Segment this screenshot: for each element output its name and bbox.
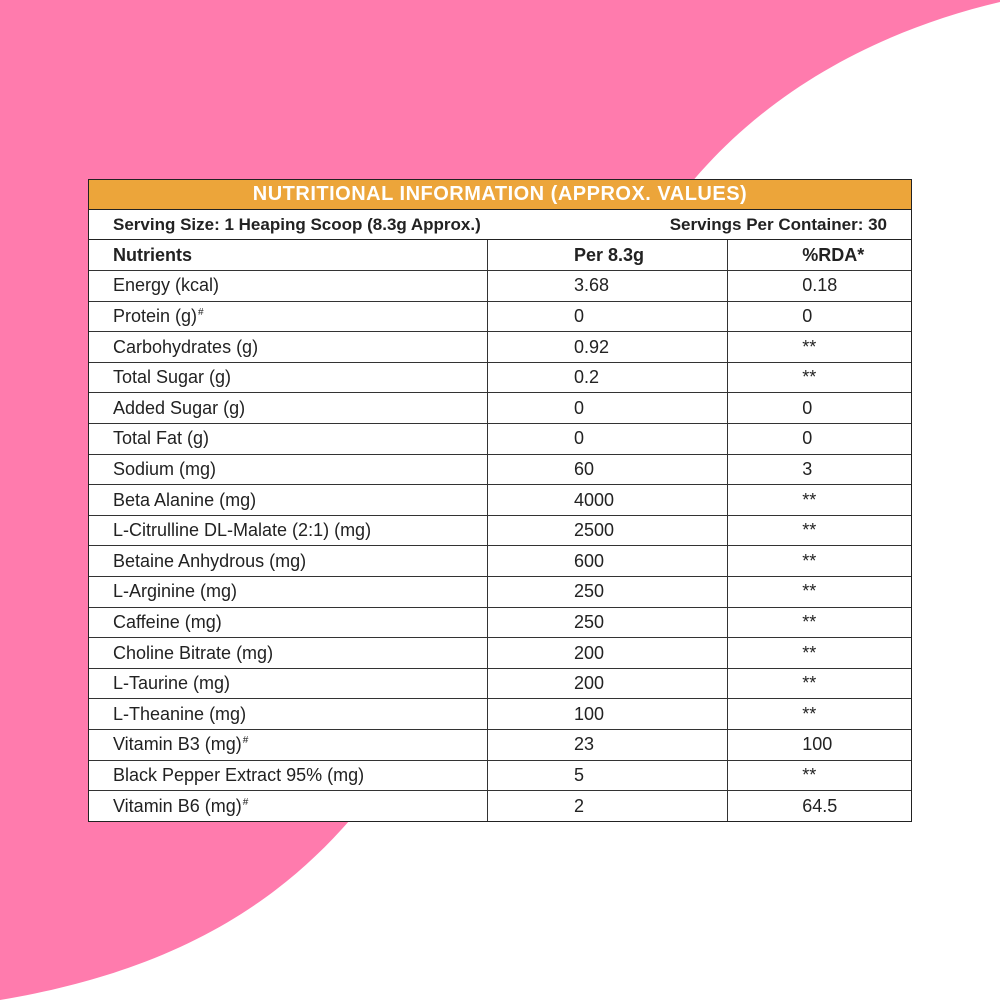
table-row	[89, 577, 911, 608]
nutrient-name: L-Theanine (mg)	[113, 703, 247, 724]
nutrient-name-cell	[89, 271, 487, 302]
table-row	[89, 546, 911, 577]
table-row	[89, 301, 911, 332]
header-rda: %RDA*	[802, 244, 865, 265]
rda-value: **	[728, 515, 911, 546]
rda-value: **	[728, 362, 911, 393]
table-row	[89, 393, 911, 424]
per-serving-value: 0	[487, 424, 727, 455]
nutrient-name-cell	[89, 454, 487, 485]
nutrient-name: L-Taurine (mg)	[113, 673, 231, 694]
per-serving-value: 2500	[487, 515, 727, 546]
nutrient-name-cell	[89, 791, 487, 822]
nutrient-name-cell	[89, 515, 487, 546]
table-row	[89, 271, 911, 302]
nutrient-name-cell	[89, 760, 487, 791]
nutrient-name-cell	[89, 699, 487, 730]
nutrient-name-cell	[89, 730, 487, 761]
nutrient-name: L-Citrulline DL-Malate (2:1) (mg)	[113, 520, 372, 541]
nutrient-name: Added Sugar (g)	[113, 397, 246, 418]
footnote-mark: #	[242, 735, 249, 747]
rda-value: **	[728, 577, 911, 608]
nutrient-name-cell	[89, 607, 487, 638]
serving-info-row	[89, 210, 911, 240]
nutrient-name: Caffeine (mg)	[113, 611, 222, 632]
header-per-serving: Per 8.3g	[487, 240, 727, 271]
table-row	[89, 638, 911, 669]
per-serving-value: 3.68	[487, 271, 727, 302]
table-row	[89, 760, 911, 791]
table-row	[89, 485, 911, 516]
rda-value: **	[728, 638, 911, 669]
header-nutrients: Nutrients	[89, 240, 487, 271]
per-serving-value: 2	[487, 791, 727, 822]
table-row	[89, 424, 911, 455]
rda-value: 0	[728, 424, 911, 455]
nutrient-name-cell	[89, 424, 487, 455]
nutrient-name-cell	[89, 638, 487, 669]
rda-value: **	[728, 546, 911, 577]
table-row	[89, 607, 911, 638]
per-serving-value: 200	[487, 638, 727, 669]
nutrient-name: Total Fat (g)	[113, 428, 210, 449]
rda-value: 0.18	[728, 271, 911, 302]
nutrient-name: Choline Bitrate (mg)	[113, 642, 274, 663]
per-serving-value: 250	[487, 577, 727, 608]
rda-value: **	[728, 332, 911, 363]
nutrient-name-cell	[89, 393, 487, 424]
nutrient-name: Carbohydrates (g)	[113, 336, 259, 357]
nutrient-name: Vitamin B6 (mg)	[113, 795, 242, 816]
table-row	[89, 454, 911, 485]
per-serving-value: 100	[487, 699, 727, 730]
rda-value: **	[728, 668, 911, 699]
per-serving-value: 250	[487, 607, 727, 638]
nutrient-name: Beta Alanine (mg)	[113, 489, 257, 510]
per-serving-value: 23	[487, 730, 727, 761]
nutrient-name: Betaine Anhydrous (mg)	[113, 550, 307, 571]
table-row	[89, 332, 911, 363]
nutrient-name: Black Pepper Extract 95% (mg)	[113, 764, 365, 785]
nutrient-name: Vitamin B3 (mg)	[113, 734, 242, 755]
nutrient-name-cell	[89, 362, 487, 393]
per-serving-value: 0.92	[487, 332, 727, 363]
nutrient-name-cell	[89, 577, 487, 608]
nutrient-name: L-Arginine (mg)	[113, 581, 238, 602]
nutrient-name: Sodium (mg)	[113, 458, 217, 479]
nutrient-name-cell	[89, 668, 487, 699]
nutrient-name-cell	[89, 546, 487, 577]
rda-value: 100	[728, 730, 911, 761]
table-row	[89, 668, 911, 699]
footnote-mark: #	[198, 306, 204, 318]
nutrient-name-cell	[89, 332, 487, 363]
per-serving-value: 0.2	[487, 362, 727, 393]
nutrient-name-cell	[89, 485, 487, 516]
table-row	[89, 791, 911, 822]
nutrient-name-cell	[89, 301, 487, 332]
table-row	[89, 362, 911, 393]
rda-value: **	[728, 760, 911, 791]
per-serving-value: 600	[487, 546, 727, 577]
nutrient-name: Protein (g)	[113, 305, 198, 326]
table-row	[89, 515, 911, 546]
table-row	[89, 699, 911, 730]
nutrition-table	[89, 240, 911, 821]
per-serving-value: 4000	[487, 485, 727, 516]
rda-value: 3	[728, 454, 911, 485]
rda-value: 0	[728, 301, 911, 332]
per-serving-value: 200	[487, 668, 727, 699]
footnote-mark: #	[242, 796, 249, 808]
per-serving-value: 5	[487, 760, 727, 791]
table-header-row	[89, 240, 911, 271]
rda-value: **	[728, 485, 911, 516]
nutrient-name: Total Sugar (g)	[113, 367, 232, 388]
rda-value: 64.5	[728, 791, 911, 822]
servings-per-container: Servings Per Container: 30	[669, 214, 887, 234]
rda-value: 0	[728, 393, 911, 424]
table-row	[89, 730, 911, 761]
nutrition-panel	[88, 179, 912, 822]
per-serving-value: 0	[487, 393, 727, 424]
per-serving-value: 0	[487, 301, 727, 332]
serving-size: Serving Size: 1 Heaping Scoop (8.3g Approx.)	[113, 214, 481, 234]
nutrient-name: Energy (kcal)	[113, 275, 220, 296]
rda-value: **	[728, 607, 911, 638]
table-title: NUTRITIONAL INFORMATION (APPROX. VALUES)	[89, 180, 911, 210]
per-serving-value: 60	[487, 454, 727, 485]
rda-value: **	[728, 699, 911, 730]
